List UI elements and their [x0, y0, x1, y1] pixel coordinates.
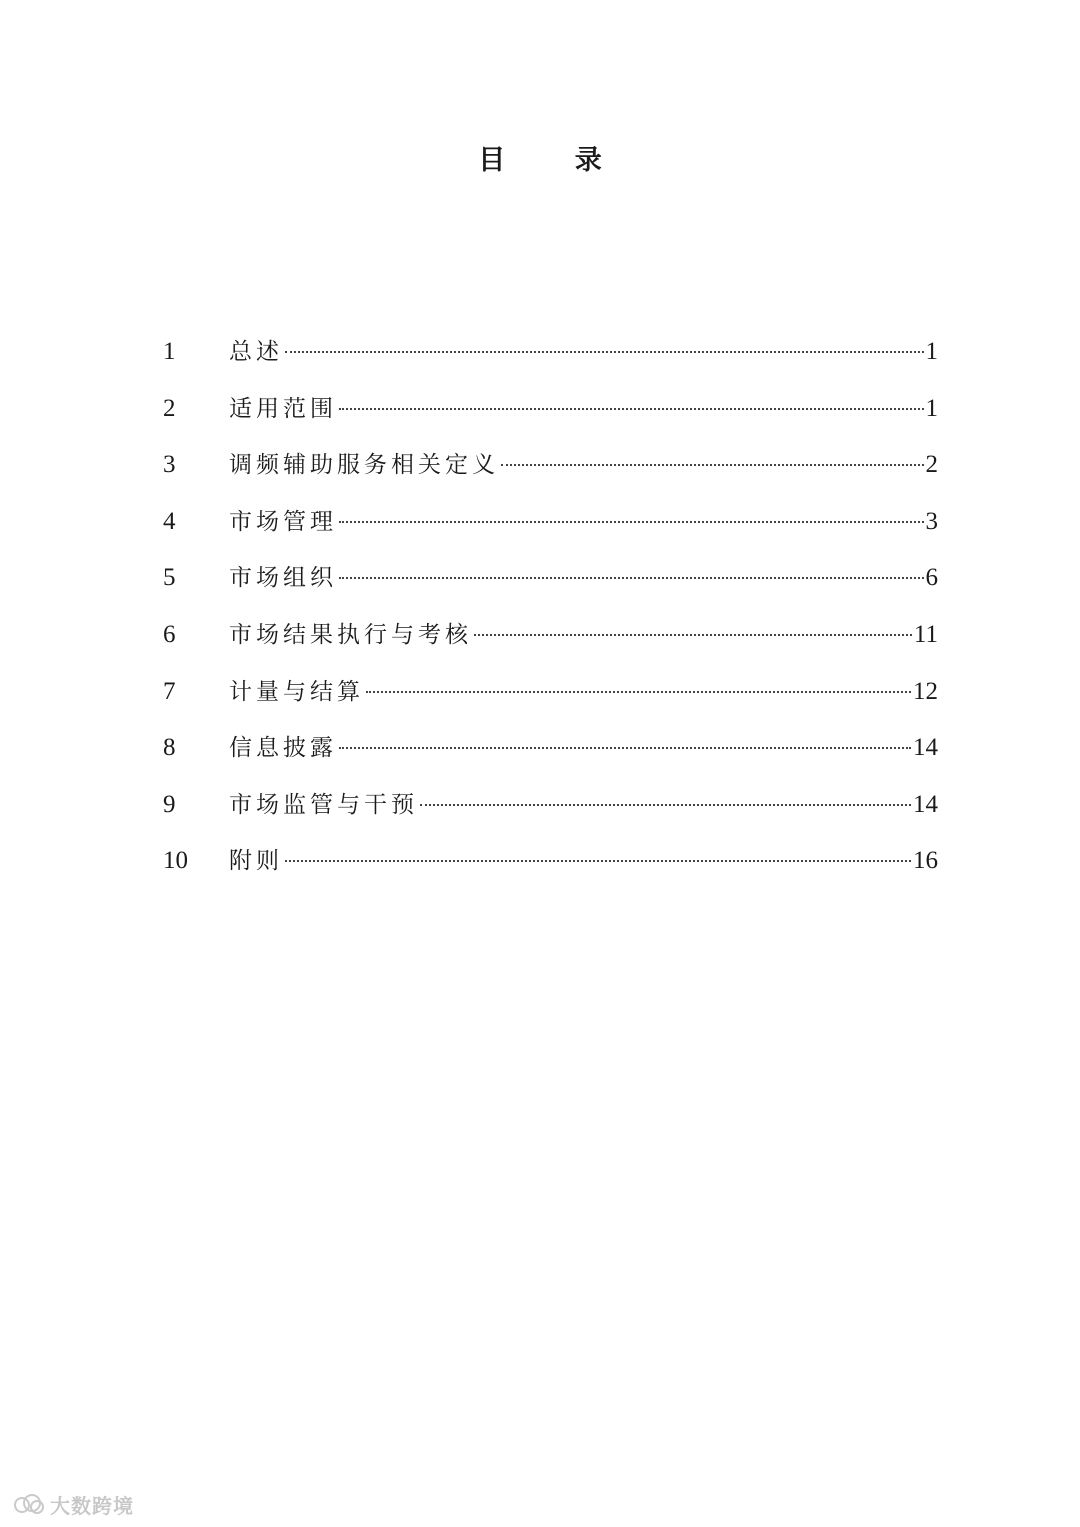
toc-entry-label: 市场结果执行与考核 — [229, 621, 472, 648]
toc-entry-page: 3 — [925, 507, 938, 535]
toc-leader-dots — [339, 521, 924, 523]
toc-entry-number: 8 — [163, 734, 176, 762]
toc-entry-label: 附则 — [229, 848, 283, 875]
toc-leader-dots — [339, 747, 911, 749]
toc-entry[interactable] — [163, 387, 938, 444]
toc-entry-page: 14 — [913, 734, 938, 762]
toc-entry-number: 6 — [163, 620, 176, 648]
toc-entry-label: 市场组织 — [229, 565, 337, 592]
toc-entry-page: 14 — [913, 790, 938, 818]
toc-entry[interactable] — [163, 500, 938, 557]
toc-entry[interactable] — [163, 330, 938, 387]
toc-entry[interactable] — [163, 443, 938, 500]
toc-leader-dots — [420, 804, 911, 806]
toc-entry-number: 9 — [163, 790, 176, 818]
toc-entry[interactable] — [163, 839, 938, 896]
toc-entry-label: 总述 — [229, 339, 283, 365]
toc-entry-page: 6 — [925, 564, 938, 592]
toc-entry-number: 5 — [163, 564, 176, 592]
watermark-text: 大数跨境 — [50, 1494, 134, 1518]
toc-entry-page: 2 — [925, 451, 938, 479]
toc-entry-number: 1 — [163, 338, 176, 365]
toc-entry-page: 12 — [913, 677, 938, 705]
toc-entry-page: 16 — [913, 847, 938, 875]
toc-entry-number: 3 — [163, 451, 176, 479]
toc-leader-dots — [285, 351, 924, 353]
toc-entry-page: 11 — [913, 620, 938, 648]
toc-entry-number: 7 — [163, 677, 176, 705]
toc-title: 目 录 — [478, 145, 632, 176]
toc-entry-label: 信息披露 — [229, 735, 337, 762]
toc-entry-label: 市场监管与干预 — [229, 791, 418, 818]
toc-leader-dots — [285, 860, 911, 862]
toc-leader-dots — [339, 408, 924, 410]
toc-entry-number: 2 — [163, 394, 176, 422]
toc-leader-dots — [366, 691, 911, 693]
table-of-contents — [163, 330, 938, 896]
toc-entry-page: 1 — [925, 338, 938, 365]
toc-entry[interactable] — [163, 556, 938, 613]
toc-entry-number: 10 — [163, 847, 188, 875]
toc-entry-label: 调频辅助服务相关定义 — [229, 452, 499, 479]
toc-leader-dots — [339, 577, 924, 579]
toc-entry-number: 4 — [163, 507, 176, 535]
toc-entry-label: 计量与结算 — [229, 678, 364, 705]
toc-entry-page: 1 — [925, 394, 938, 422]
toc-leader-dots — [474, 634, 912, 636]
toc-entry-label: 市场管理 — [229, 508, 337, 535]
toc-entry[interactable] — [163, 670, 938, 727]
toc-entry-label: 适用范围 — [229, 395, 337, 422]
logo-icon — [14, 1494, 44, 1516]
toc-entry[interactable] — [163, 613, 938, 670]
toc-entry[interactable] — [163, 726, 938, 783]
watermark — [14, 1490, 134, 1519]
toc-entry[interactable] — [163, 783, 938, 840]
toc-leader-dots — [501, 464, 924, 466]
